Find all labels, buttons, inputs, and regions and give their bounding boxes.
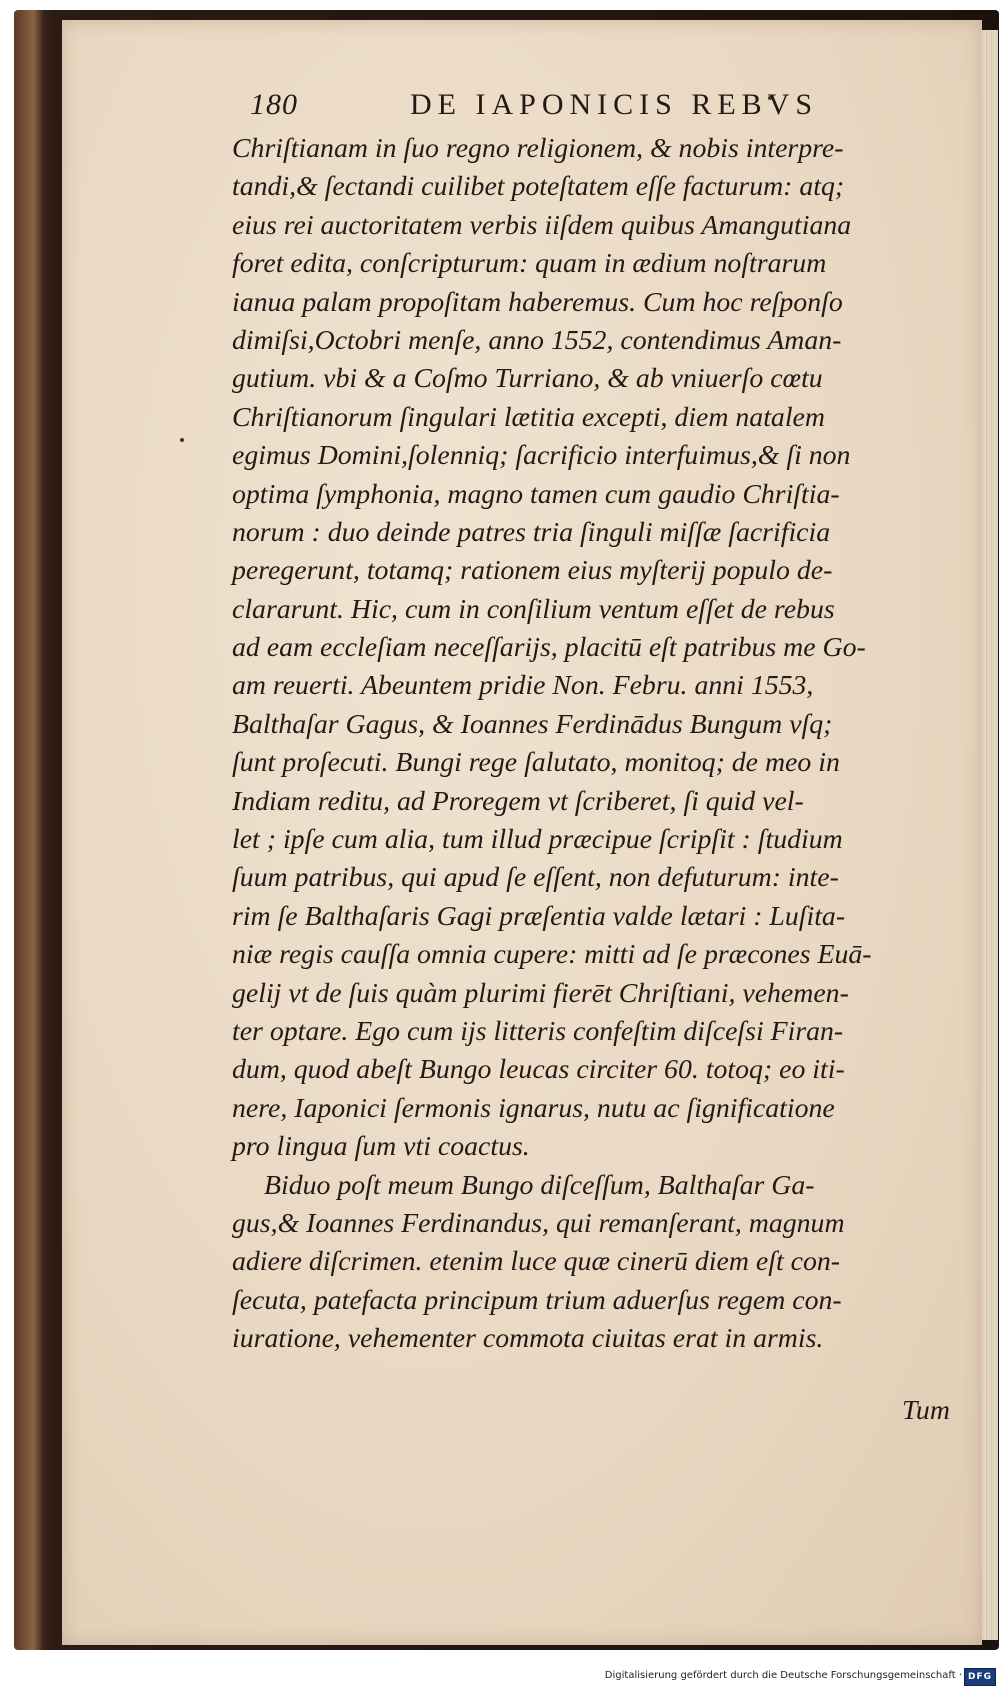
text-line: am reuerti. Abeuntem pridie Non. Febru. anni 1553,	[232, 670, 814, 702]
running-head	[250, 88, 980, 128]
digitization-footer	[0, 1668, 1000, 1692]
text-line: gelij vt de ſuis quàm plurimi fierēt Chriſtiani, vehemen-	[232, 977, 849, 1009]
catchword: Tum	[902, 1395, 950, 1426]
page-number: 180	[250, 88, 298, 121]
text-line: ſecuta, patefacta principum trium aduerſus regem con-	[232, 1284, 842, 1316]
body-text	[232, 130, 992, 1359]
text-line: norum : duo deinde patres tria ſinguli miſſæ ſacrificia	[232, 516, 831, 548]
text-line: dimiſsi,Octobri menſe, anno 1552, contendimus Aman-	[232, 324, 842, 356]
text-line: Chriſtianam in ſuo regno religionem, & nobis interpre-	[232, 133, 844, 164]
text-line: Indiam reditu, ad Proregem vt ſcriberet, ſi quid vel-	[232, 785, 804, 817]
text-line: ſunt proſecuti. Bungi rege ſalutato, monitoq; de meo in	[232, 747, 840, 779]
text-line: adiere diſcrimen. etenim luce quæ cinerū diem eſt con-	[232, 1246, 841, 1278]
text-line: niæ regis cauſſa omnia cupere: mitti ad ſe præcones Euā-	[232, 939, 872, 971]
text-line: tandi,& ſectandi cuilibet poteſtatem eſſe facturum: atq;	[232, 171, 845, 203]
text-line: ad eam eccleſiam neceſſarijs, placitū eſt patribus me Go-	[232, 632, 866, 664]
text-line: ſuum patribus, qui apud ſe eſſent, non defuturum: inte-	[232, 862, 839, 894]
text-line: eius rei auctoritatem verbis iiſdem quibus Amangutiana	[232, 209, 852, 241]
text-line: nere, Iaponici ſermonis ignarus, nutu ac ſignificatione	[232, 1092, 835, 1124]
text-line: rim ſe Balthaſaris Gagi præſentia valde lætari : Luſita-	[232, 900, 846, 932]
ink-speck	[180, 438, 184, 442]
running-title: DE IAPONICIS REBVS	[410, 88, 819, 121]
paragraph-start-line: Biduo poſt meum Bungo diſceſſum, Balthaſar Ga-	[264, 1169, 815, 1201]
text-line: let ; ipſe cum alia, tum illud præcipue ſcripſit : ſtudium	[232, 824, 843, 856]
text-line: Chriſtianorum ſingulari lætitia excepti, diem natalem	[232, 401, 825, 433]
text-line: optima ſymphonia, magno tamen cum gaudio Chriſtia-	[232, 478, 840, 510]
footer-credit: Digitalisierung gefördert durch die Deutsche Forschungsgemeinschaft ·	[604, 1670, 962, 1681]
text-line: foret edita, conſcripturum: quam in ædium noſtrarum	[232, 248, 827, 280]
dfg-logo-icon: DFG	[964, 1668, 996, 1686]
text-line: iuratione, vehementer commota ciuitas erat in armis.	[232, 1323, 824, 1355]
text-line: gus,& Ioannes Ferdinandus, qui remanſerant, magnum	[232, 1207, 845, 1239]
text-line: ter optare. Ego cum ijs litteris confeſtim diſceſsi Firan-	[232, 1015, 844, 1047]
text-line: gutium. vbi & a Coſmo Turriano, & ab vniuerſo cœtu	[232, 363, 823, 395]
text-line: egimus Domini,ſolenniq; ſacrificio interfuimus,& ſi non	[232, 440, 851, 472]
text-line: dum, quod abeſt Bungo leucas circiter 60. totoq; eo iti-	[232, 1054, 845, 1086]
text-line: peregerunt, totamq; rationem eius myſterij populo de-	[232, 555, 833, 587]
text-line: ianua palam propoſitam haberemus. Cum hoc reſponſo	[232, 286, 843, 318]
text-line: pro lingua ſum vti coactus.	[232, 1131, 530, 1163]
text-line: clararunt. Hic, cum in conſilium ventum eſſet de rebus	[232, 593, 835, 625]
text-line: Balthaſar Gagus, & Ioannes Ferdinādus Bungum vſq;	[232, 708, 833, 740]
